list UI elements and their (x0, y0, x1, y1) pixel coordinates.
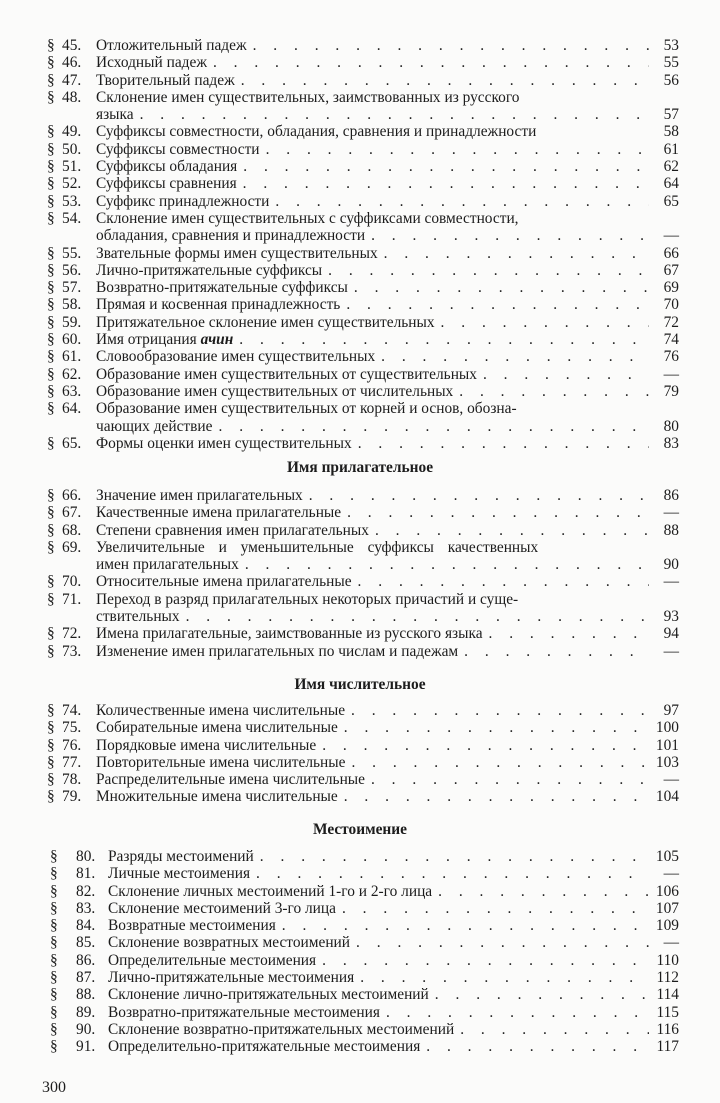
section-sign: § (47, 590, 55, 608)
entry-number: 82. (76, 882, 96, 900)
entry-number: 58. (62, 296, 82, 314)
toc-entry (47, 245, 679, 262)
leader-dots (134, 106, 649, 123)
entry-title: Склонение лично-притяжательных местоимений (108, 986, 429, 1004)
section-sign: § (47, 702, 55, 719)
entry-title: Склонение имен существительных, заимствованных из русского (96, 88, 520, 106)
entry-number: 77. (62, 753, 82, 771)
entry-page: 61 (663, 140, 679, 158)
entry-page: 66 (663, 244, 679, 262)
toc-entry (47, 952, 679, 969)
toc-entry (47, 986, 679, 1003)
entry-number: 53. (62, 192, 82, 210)
entry-page: 114 (656, 986, 679, 1004)
entry-page: 109 (655, 917, 679, 935)
toc-entry (47, 158, 679, 175)
entry-title-cont: чающих действие (96, 417, 213, 435)
entry-number: 86. (76, 951, 96, 969)
section-sign: § (47, 736, 55, 754)
toc-entry (47, 625, 679, 642)
entry-title: Суффиксы сравнения (96, 175, 237, 193)
entry-number: 48. (62, 88, 82, 106)
leader-dots (435, 314, 649, 331)
entry-number: 88. (76, 986, 96, 1004)
entry-title: Склонение местоимений 3-го лица (108, 899, 336, 917)
entry-title: Определительно-притяжательные местоимения (108, 1038, 421, 1056)
section-sign: § (47, 400, 55, 418)
entry-title: Суффиксы обладания (96, 158, 238, 176)
toc-entry (47, 141, 679, 158)
section-sign: § (47, 54, 55, 72)
leader-dots (233, 331, 649, 348)
section-sign: § (50, 917, 58, 935)
entry-number: 46. (62, 54, 82, 72)
entry-title: Изменение имен прилагательных по числам и падежам (96, 642, 459, 660)
leader-dots (350, 934, 649, 951)
entry-page: — (663, 573, 679, 591)
toc-entry (47, 279, 679, 296)
section-sign: § (47, 538, 55, 556)
entry-title: Склонение возвратных местоимений (108, 934, 351, 952)
entry-number: 85. (76, 934, 96, 952)
entry-title: Возвратно-притяжательные местоимения (108, 1003, 380, 1021)
entry-page: 67 (663, 261, 679, 279)
entry-page: — (663, 642, 679, 660)
section-sign: § (47, 642, 55, 660)
leader-dots (375, 348, 649, 365)
toc-block-pronouns (47, 848, 679, 1056)
toc-entry (47, 737, 679, 754)
toc-entry (47, 193, 679, 210)
entry-page: 72 (663, 313, 679, 331)
leader-dots (345, 754, 649, 771)
entry-title: Словообразование имен существительных (96, 348, 376, 366)
toc-entry (47, 754, 679, 771)
entry-title: Повторительные имена числительные (96, 753, 346, 771)
leader-dots (303, 487, 649, 504)
entry-title: Личные местоимения (108, 865, 251, 883)
toc-entry (47, 1038, 679, 1055)
section-sign: § (50, 1020, 58, 1038)
entry-title: Притяжательное склонение имен существительных (96, 313, 435, 331)
toc-entry (47, 719, 679, 736)
leader-dots (380, 1004, 649, 1021)
section-sign: § (47, 434, 55, 452)
entry-number: 81. (76, 865, 96, 883)
section-sign: § (50, 1038, 58, 1056)
toc-entry (47, 296, 679, 313)
entry-title: Множительные имена числительные (96, 788, 338, 806)
entry-page: 70 (663, 296, 679, 314)
entry-title: Образование имен существительных от существительных (96, 365, 477, 383)
entry-number: 70. (62, 573, 82, 591)
entry-title: Образование имен существительных от числительных (96, 382, 454, 400)
toc-entry (47, 917, 679, 934)
entry-title: Суффикс принадлежности (96, 192, 270, 210)
section-sign: § (47, 719, 55, 737)
toc-entry (47, 522, 679, 539)
toc-entry (47, 788, 679, 805)
section-sign: § (47, 209, 55, 227)
entry-page: 100 (655, 719, 679, 737)
toc-entry (47, 37, 679, 54)
leader-dots (316, 737, 649, 754)
entry-number: 60. (62, 331, 82, 349)
entry-number: 55. (62, 244, 82, 262)
toc-block-nouns (47, 37, 679, 452)
entry-page: 117 (656, 1038, 679, 1056)
section-sign: § (50, 1003, 58, 1021)
entry-title: Значение имен прилагательных (96, 487, 303, 504)
section-sign: § (47, 192, 55, 210)
toc-entry (47, 539, 679, 574)
toc-entry (47, 969, 679, 986)
entry-number: 68. (62, 521, 82, 539)
section-sign: § (47, 71, 55, 89)
toc-entry (47, 883, 679, 900)
section-heading-pronoun: Местоимение (313, 821, 407, 838)
leader-dots (213, 418, 650, 435)
leader-dots (429, 986, 649, 1003)
entry-title: Склонение имен существительных с суффиксами совместности, (96, 209, 519, 227)
entry-page: 56 (663, 71, 679, 89)
entry-title: Возвратно-притяжательные суффиксы (96, 279, 348, 297)
section-sign: § (47, 788, 55, 806)
toc-entry (47, 175, 679, 192)
toc-entry (47, 72, 679, 89)
entry-number: 69. (62, 538, 82, 556)
entry-title: Склонение личных местоимений 1-го и 2-го лица (108, 882, 433, 900)
section-sign: § (47, 140, 55, 158)
entry-page: — (663, 934, 679, 952)
entry-page: 74 (663, 331, 679, 349)
leader-dots (237, 158, 649, 175)
entry-title-cont: ствительных (96, 608, 180, 626)
toc-entry (47, 400, 679, 435)
leader-dots (369, 522, 649, 539)
entry-title: Отложительный падеж (96, 37, 247, 54)
entry-title: Творительный падеж (96, 71, 235, 89)
section-sign: § (47, 573, 55, 591)
entry-number: 66. (62, 487, 82, 504)
section-sign: § (47, 261, 55, 279)
leader-dots (207, 54, 649, 71)
leader-dots (237, 175, 649, 192)
entry-page: 110 (656, 951, 679, 969)
entry-page: 116 (656, 1020, 679, 1038)
entry-number: 52. (62, 175, 82, 193)
leader-dots (354, 969, 649, 986)
entry-page: 55 (663, 54, 679, 72)
entry-title-cont: обладания, сравнения и принадлежности (96, 227, 366, 245)
section-sign: § (50, 951, 58, 969)
entry-title: Суффиксы совместности, обладания, сравнения и принадлежности (96, 123, 537, 141)
section-sign: § (50, 882, 58, 900)
leader-dots (340, 296, 649, 313)
entry-number: 79. (62, 788, 82, 806)
toc-entry (47, 262, 679, 279)
section-sign: § (47, 771, 55, 789)
entry-title-cont: языка (96, 106, 134, 124)
toc-entry (47, 573, 679, 590)
section-sign: § (47, 365, 55, 383)
entry-page: 97 (663, 702, 679, 719)
entry-number: 78. (62, 771, 82, 789)
leader-dots (180, 608, 649, 625)
entry-page: 105 (655, 848, 679, 865)
entry-title: Качественные имена прилагательные (96, 504, 342, 522)
entry-page: — (663, 365, 679, 383)
entry-number: 72. (62, 625, 82, 643)
entry-number: 71. (62, 590, 82, 608)
entry-title: Прямая и косвенная принадлежность (96, 296, 341, 314)
entry-number: 87. (76, 969, 96, 987)
entry-title: Распределительные имена числительные (96, 771, 365, 789)
toc-block-numerals (47, 702, 679, 806)
entry-number: 84. (76, 917, 96, 935)
section-sign: § (47, 296, 55, 314)
leader-dots (239, 556, 649, 573)
entry-number: 45. (62, 37, 82, 54)
leader-dots (378, 245, 649, 262)
entry-number: 65. (62, 434, 82, 452)
entry-number: 50. (62, 140, 82, 158)
toc-entry (47, 314, 679, 331)
entry-page: 76 (663, 348, 679, 366)
entry-page: 104 (655, 788, 679, 806)
section-sign: § (47, 88, 55, 106)
entry-page: 101 (655, 736, 679, 754)
toc-entry (47, 54, 679, 71)
toc-entry (47, 435, 679, 452)
toc-entry (47, 123, 679, 140)
section-sign: § (47, 158, 55, 176)
entry-title: Увеличительные и уменьшительные суффиксы качественных (96, 538, 539, 556)
entry-title: Звательные формы имен существительных (96, 244, 378, 262)
section-sign: § (47, 625, 55, 643)
entry-title: Образование имен существительных от корней и основ, обозна- (96, 400, 517, 418)
leader-dots (365, 771, 649, 788)
leader-dots (483, 625, 649, 642)
entry-number: 57. (62, 279, 82, 297)
entry-page: 94 (663, 625, 679, 643)
leader-dots (338, 719, 649, 736)
section-sign: § (50, 865, 58, 883)
section-sign: § (47, 37, 55, 54)
entry-title: Формы оценки имен существительных (96, 434, 352, 452)
entry-title: Степени сравнения имен прилагательных (96, 521, 369, 539)
entry-number: 76. (62, 736, 82, 754)
leader-dots (336, 900, 649, 917)
section-sign: § (47, 753, 55, 771)
section-sign: § (47, 348, 55, 366)
entry-page: 107 (655, 899, 679, 917)
entry-number: 90. (76, 1020, 96, 1038)
section-sign: § (50, 899, 58, 917)
entry-number: 63. (62, 382, 82, 400)
entry-emphasis-word: ачин (200, 331, 234, 349)
leader-dots (235, 72, 649, 89)
entry-title: Суффиксы совместности (96, 140, 260, 158)
leader-dots (338, 788, 649, 805)
leader-dots (254, 848, 649, 865)
entry-title: Относительные имена прилагательные (96, 573, 352, 591)
entry-page: 62 (663, 158, 679, 176)
entry-title: Склонение возвратно-притяжательных местоимений (108, 1020, 455, 1038)
toc-entry (47, 1021, 679, 1038)
entry-page: 53 (663, 37, 679, 54)
entry-number: 62. (62, 365, 82, 383)
entry-page: — (663, 227, 679, 245)
entry-page: — (663, 771, 679, 789)
leader-dots (458, 643, 649, 660)
leader-dots (322, 262, 649, 279)
entry-number: 73. (62, 642, 82, 660)
entry-title: Определительные местоимения (108, 951, 317, 969)
entry-title: Собирательные имена числительные (96, 719, 338, 737)
toc-entry (47, 848, 679, 865)
leader-dots (453, 383, 649, 400)
toc-entry (47, 771, 679, 788)
leader-dots (352, 435, 649, 452)
leader-dots (260, 141, 649, 158)
entry-number: 47. (62, 71, 82, 89)
entry-title: Лично-притяжательные суффиксы (96, 261, 323, 279)
leader-dots (365, 227, 649, 244)
toc-entry (47, 934, 679, 951)
entry-number: 67. (62, 504, 82, 522)
entry-number: 83. (76, 899, 96, 917)
entry-page: 80 (663, 417, 679, 435)
leader-dots (341, 504, 649, 521)
leader-dots (348, 279, 649, 296)
toc-entry (47, 643, 679, 660)
leader-dots (352, 573, 649, 590)
leader-dots (269, 193, 649, 210)
entry-page: 86 (663, 487, 679, 504)
leader-dots (454, 1021, 649, 1038)
entry-title: Разряды местоимений (108, 848, 254, 865)
toc-entry (47, 89, 679, 124)
entry-title: Порядковые имена числительные (96, 736, 317, 754)
entry-title: Возвратные местоимения (108, 917, 276, 935)
leader-dots (345, 702, 649, 719)
section-sign: § (50, 969, 58, 987)
entry-page: — (663, 504, 679, 522)
entry-page: 93 (663, 608, 679, 626)
entry-title: Количественные имена числительные (96, 702, 346, 719)
entry-number: 80. (76, 848, 96, 865)
toc-entry (47, 1004, 679, 1021)
entry-page: 64 (663, 175, 679, 193)
section-sign: § (50, 986, 58, 1004)
entry-number: 54. (62, 209, 82, 227)
leader-dots (477, 366, 649, 383)
entry-number: 51. (62, 158, 82, 176)
section-sign: § (50, 934, 58, 952)
entry-page: 115 (656, 1003, 679, 1021)
section-sign: § (47, 521, 55, 539)
entry-title-wrap (96, 331, 233, 348)
toc-entry (47, 865, 679, 882)
entry-page: 83 (663, 434, 679, 452)
entry-number: 75. (62, 719, 82, 737)
section-sign: § (47, 382, 55, 400)
section-sign: § (47, 313, 55, 331)
entry-number: 59. (62, 313, 82, 331)
entry-page: 65 (663, 192, 679, 210)
leader-dots (420, 1038, 649, 1055)
toc-entry (47, 591, 679, 626)
toc-entry (47, 348, 679, 365)
entry-title-cont: имен прилагательных (96, 556, 239, 574)
toc-entry (47, 487, 679, 504)
entry-page: 57 (663, 106, 679, 124)
leader-dots (247, 37, 649, 54)
leader-dots (250, 865, 649, 882)
entry-title: Переход в разряд прилагательных некоторых причастий и суще- (96, 590, 519, 608)
entry-page: 88 (663, 521, 679, 539)
leader-dots (276, 917, 649, 934)
entry-number: 64. (62, 400, 82, 418)
entry-title: Исходный падеж (96, 54, 207, 72)
entry-title: Имя отрицания (96, 331, 197, 349)
entry-number: 74. (62, 702, 82, 719)
entry-page: 112 (656, 969, 679, 987)
section-sign: § (47, 123, 55, 141)
entry-page: — (663, 865, 679, 883)
section-sign: § (47, 331, 55, 349)
page-number: 300 (42, 1079, 66, 1096)
section-sign: § (50, 848, 58, 865)
toc-entry (47, 900, 679, 917)
section-sign: § (47, 487, 55, 504)
entry-page: 106 (655, 882, 679, 900)
toc-entry (47, 504, 679, 521)
entry-number: 49. (62, 123, 82, 141)
entry-page: 90 (663, 556, 679, 574)
toc-entry (47, 702, 679, 719)
entry-page: 103 (655, 753, 679, 771)
toc-entry (47, 210, 679, 245)
section-sign: § (47, 244, 55, 262)
toc-entry (47, 331, 679, 348)
entry-number: 91. (76, 1038, 96, 1056)
entry-number: 56. (62, 261, 82, 279)
leader-dots (316, 952, 649, 969)
entry-number: 61. (62, 348, 82, 366)
section-heading-numeral: Имя числительное (294, 676, 426, 693)
toc-entry (47, 383, 679, 400)
section-heading-adjective: Имя прилагательное (286, 459, 434, 476)
entry-page: 69 (663, 279, 679, 297)
section-sign: § (47, 175, 55, 193)
leader-dots (432, 883, 649, 900)
entry-page: 79 (663, 382, 679, 400)
entry-title: Имена прилагательные, заимствованные из русского языка (96, 625, 483, 643)
section-sign: § (47, 279, 55, 297)
toc-entry (47, 366, 679, 383)
entry-page: 58 (663, 123, 679, 141)
toc-block-adjectives (47, 487, 679, 660)
entry-number: 89. (76, 1003, 96, 1021)
section-sign: § (47, 504, 55, 522)
entry-title: Лично-притяжательные местоимения (108, 969, 355, 987)
